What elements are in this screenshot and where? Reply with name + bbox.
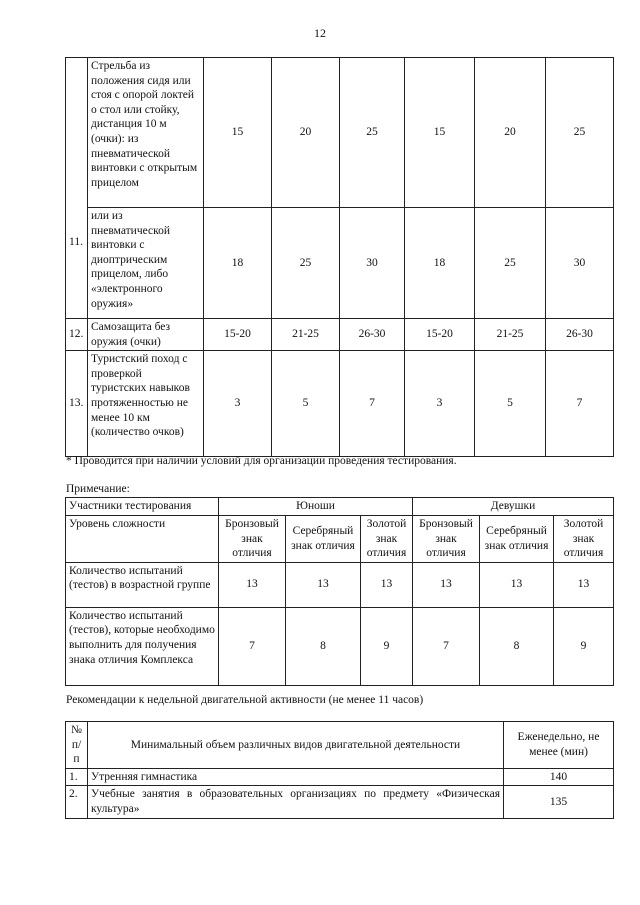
value-cell: 30: [340, 208, 405, 319]
value-cell: 7: [546, 351, 614, 457]
value-cell: 13: [413, 562, 480, 607]
badge-header: Бронзовый знак отличия: [219, 516, 286, 563]
row-number: 13.: [66, 351, 88, 457]
value-cell: 21-25: [272, 319, 340, 351]
value-cell: 13: [554, 562, 614, 607]
minutes-value: 135: [504, 786, 614, 818]
recommendation-heading: Рекомендации к недельной двигательной активности (не менее 11 часов): [66, 694, 424, 706]
activity-name: Утренняя гимнастика: [88, 768, 504, 786]
activity-table: [65, 721, 614, 819]
row-label: Количество испытаний (тестов) в возрастной группе: [66, 562, 219, 607]
footnote: * Проводится при наличии условий для организации проведения тестирования.: [66, 455, 457, 467]
value-cell: 15: [405, 58, 475, 208]
activity-name: Учебные занятия в образовательных организациях по предмету «Физическая культура»: [88, 786, 504, 818]
table-header-row: [66, 722, 614, 769]
header-weekly: Еженедельно, не менее (мин): [504, 722, 614, 769]
value-cell: 5: [475, 351, 546, 457]
value-cell: 7: [413, 607, 480, 685]
header-participants: Участники тестирования: [66, 498, 219, 516]
value-cell: 9: [554, 607, 614, 685]
table-row: [66, 351, 614, 457]
page-number: 12: [314, 26, 326, 40]
value-cell: 25: [546, 58, 614, 208]
value-cell: 18: [405, 208, 475, 319]
value-cell: 25: [272, 208, 340, 319]
header-boys: Юноши: [219, 498, 413, 516]
table-row: [66, 319, 614, 351]
value-cell: 13: [286, 562, 361, 607]
value-cell: 8: [480, 607, 554, 685]
row-number: 2.: [66, 786, 88, 818]
value-cell: 26-30: [546, 319, 614, 351]
test-description: Стрельба из положения сидя или стоя с опорой локтей о стол или стойку, дистанция 10 м (очки): из пневматической винтовки с открытым прицелом: [88, 58, 204, 208]
value-cell: 15-20: [204, 319, 272, 351]
row-number: 11.: [66, 58, 88, 319]
badge-header: Серебряный знак отличия: [286, 516, 361, 563]
badge-header: Золотой знак отличия: [361, 516, 413, 563]
table-row: [66, 768, 614, 786]
row-number: 12.: [66, 319, 88, 351]
value-cell: 25: [340, 58, 405, 208]
table-row: [66, 562, 614, 607]
table-row: [66, 786, 614, 818]
badge-header: Серебряный знак отличия: [480, 516, 554, 563]
level-label: Уровень сложности: [66, 516, 219, 563]
row-number: 1.: [66, 768, 88, 786]
value-cell: 25: [475, 208, 546, 319]
badge-header: Бронзовый знак отличия: [413, 516, 480, 563]
value-cell: 13: [361, 562, 413, 607]
value-cell: 21-25: [475, 319, 546, 351]
value-cell: 20: [475, 58, 546, 208]
minutes-value: 140: [504, 768, 614, 786]
header-num: № п/п: [66, 722, 88, 769]
table-row: [66, 607, 614, 685]
value-cell: 7: [340, 351, 405, 457]
table-row: [66, 58, 614, 208]
value-cell: 15: [204, 58, 272, 208]
standards-table: [65, 57, 614, 457]
test-description: или из пневматической винтовки с диоптрическим прицелом, либо «электронного оружия»: [88, 208, 204, 319]
value-cell: 3: [204, 351, 272, 457]
header-activity: Минимальный объем различных видов двигательной деятельности: [88, 722, 504, 769]
table-header-row: [66, 498, 614, 516]
value-cell: 13: [480, 562, 554, 607]
note-label: Примечание:: [66, 483, 130, 495]
value-cell: 8: [286, 607, 361, 685]
value-cell: 9: [361, 607, 413, 685]
row-label: Количество испытаний (тестов), которые необходимо выполнить для получения знака отличия Комплекса: [66, 607, 219, 685]
value-cell: 20: [272, 58, 340, 208]
table-row: [66, 208, 614, 319]
value-cell: 26-30: [340, 319, 405, 351]
table-header-row: [66, 516, 614, 563]
header-girls: Девушки: [413, 498, 614, 516]
badge-header: Золотой знак отличия: [554, 516, 614, 563]
value-cell: 5: [272, 351, 340, 457]
value-cell: 7: [219, 607, 286, 685]
value-cell: 3: [405, 351, 475, 457]
badge-table: [65, 497, 614, 686]
test-description: Самозащита без оружия (очки): [88, 319, 204, 351]
value-cell: 13: [219, 562, 286, 607]
value-cell: 30: [546, 208, 614, 319]
value-cell: 18: [204, 208, 272, 319]
value-cell: 15-20: [405, 319, 475, 351]
test-description: Туристский поход с проверкой туристских навыков протяженностью не менее 10 км (количество очков): [88, 351, 204, 457]
